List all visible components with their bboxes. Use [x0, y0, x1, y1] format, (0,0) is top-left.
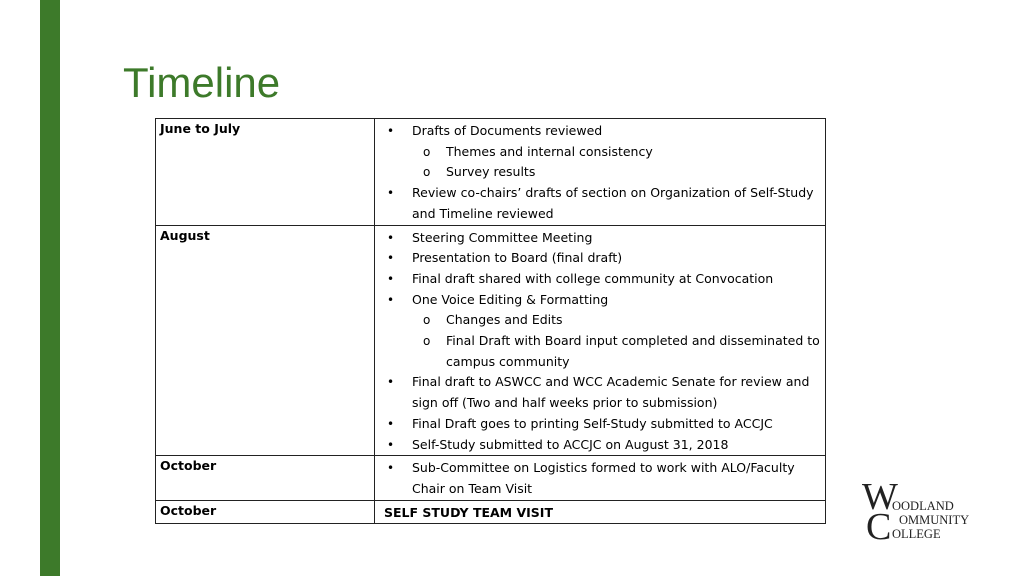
list-item: [379, 435, 821, 456]
table-row: [156, 119, 826, 226]
college-logo: [862, 476, 974, 544]
sub-list-item: [379, 142, 821, 163]
bullet-icon: •: [387, 375, 395, 390]
list-item-text: Presentation to Board (final draft): [412, 250, 623, 266]
list-item: [379, 458, 821, 499]
list-item-text: Sub-Committee on Logistics formed to work with ALO/Faculty Chair on Team Visit: [412, 460, 795, 496]
list-item: [379, 248, 821, 269]
items-cell: [375, 456, 826, 500]
bullet-icon: •: [387, 437, 395, 452]
list-item-text: Survey results: [446, 164, 536, 180]
items-cell: [375, 500, 826, 523]
list-item-text: Changes and Edits: [446, 312, 563, 328]
list-item-text: Final Draft with Board input completed and disseminated to campus community: [446, 333, 820, 369]
logo-line-2: OMMUNITY: [899, 513, 970, 527]
circle-bullet-icon: o: [423, 165, 431, 180]
sub-list-item: [379, 162, 821, 183]
period-cell: June to July: [156, 119, 375, 226]
list-item: [379, 269, 821, 290]
items-cell: [375, 119, 826, 226]
list-item-text: Final Draft goes to printing Self-Study submitted to ACCJC: [412, 415, 773, 431]
list-item-text: Themes and internal consistency: [446, 143, 653, 159]
bullet-icon: •: [387, 230, 395, 245]
bullet-list: [379, 228, 821, 456]
list-item-text: Self-Study submitted to ACCJC on August 31, 2018: [412, 436, 729, 452]
bullet-icon: •: [387, 124, 395, 138]
period-cell: August: [156, 225, 375, 456]
items-cell: [375, 225, 826, 456]
logo-initial-c: C: [866, 506, 892, 544]
list-item: [379, 183, 821, 224]
list-item-text: One Voice Editing & Formatting: [412, 291, 609, 307]
list-item-text: Final draft to ASWCC and WCC Academic Senate for review and sign off (Two and half weeks prior to submission): [412, 374, 810, 411]
list-item: [379, 414, 821, 435]
accent-side-bar: [40, 0, 60, 576]
bullet-list: [379, 458, 821, 499]
list-item: [379, 372, 821, 413]
bullet-icon: •: [387, 416, 395, 431]
logo-line-3: OLLEGE: [892, 527, 941, 541]
logo-line-1: OODLAND: [892, 499, 954, 513]
period-cell: October: [156, 500, 375, 523]
table-row: [156, 225, 826, 456]
logo-initial-w: W: [862, 476, 898, 518]
sub-list-item: [379, 331, 821, 372]
sub-list-item: [379, 310, 821, 331]
circle-bullet-icon: o: [423, 313, 431, 328]
timeline-table: [155, 118, 826, 524]
bullet-icon: •: [387, 251, 395, 266]
list-item-text: Final draft shared with college community at Convocation: [412, 270, 774, 286]
list-item-text: Review co-chairs’ drafts of section on Organization of Self-Study and Timeline reviewed: [412, 185, 814, 221]
circle-bullet-icon: o: [423, 144, 431, 159]
table-row: [156, 500, 826, 523]
list-item: [379, 121, 821, 142]
list-item-text: Drafts of Documents reviewed: [412, 123, 603, 138]
bullet-list: [379, 121, 821, 225]
bullet-icon: •: [387, 271, 395, 286]
team-visit-text: SELF STUDY TEAM VISIT: [384, 504, 553, 520]
slide-title: Timeline: [123, 59, 281, 106]
list-item: [379, 290, 821, 311]
bullet-icon: •: [387, 186, 395, 201]
list-item: [379, 228, 821, 249]
bullet-icon: •: [387, 292, 395, 307]
table-row: [156, 456, 826, 500]
bullet-icon: •: [387, 461, 395, 476]
period-cell: October: [156, 456, 375, 500]
list-item-text: Steering Committee Meeting: [412, 229, 593, 245]
circle-bullet-icon: o: [423, 334, 431, 349]
